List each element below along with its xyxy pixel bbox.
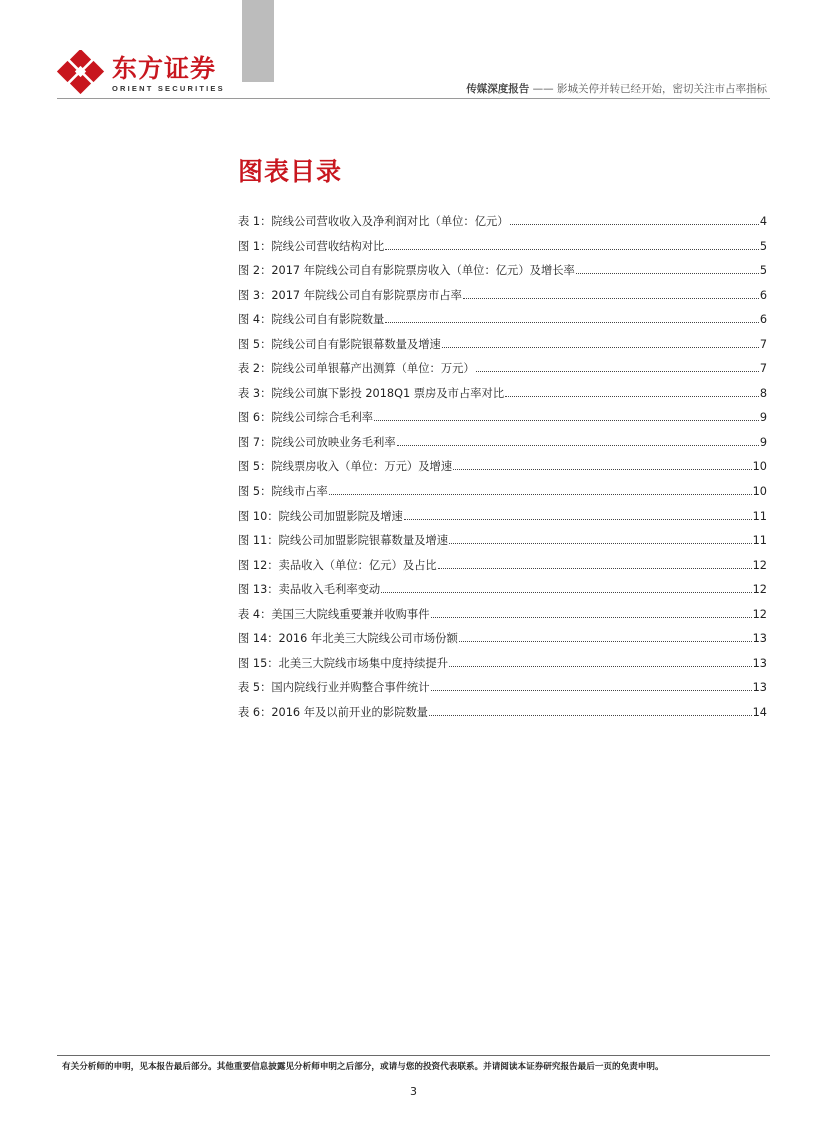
toc-entry[interactable] <box>238 310 767 335</box>
toc-entry-page: 5 <box>759 264 767 278</box>
toc-entry[interactable] <box>238 531 767 556</box>
toc-entry[interactable] <box>238 629 767 654</box>
toc-entry[interactable] <box>238 335 767 360</box>
toc-entry[interactable] <box>238 408 767 433</box>
toc-entry-label: 图 14：2016 年北美三大院线公司市场份额 <box>238 632 458 646</box>
toc-dot-leader <box>449 531 752 544</box>
toc-entry[interactable] <box>238 556 767 581</box>
toc-dot-leader <box>476 359 759 372</box>
toc-entry-label: 表 6：2016 年及以前开业的影院数量 <box>238 705 428 719</box>
page-number: 3 <box>410 1085 417 1098</box>
toc-entry[interactable] <box>238 654 767 679</box>
toc-dot-leader <box>429 703 752 716</box>
toc-entry-page: 13 <box>752 681 767 695</box>
header-divider <box>57 98 770 99</box>
toc-list <box>238 212 767 727</box>
toc-entry[interactable] <box>238 359 767 384</box>
toc-entry-label: 图 4：院线公司自有影院数量 <box>238 313 385 327</box>
report-header <box>466 83 767 96</box>
toc-entry-label: 图 5：院线公司自有影院银幕数量及增速 <box>238 337 441 351</box>
toc-dot-leader <box>329 482 752 495</box>
footer-divider <box>57 1055 770 1056</box>
toc-entry-label: 图 7：院线公司放映业务毛利率 <box>238 435 396 449</box>
toc-entry[interactable] <box>238 433 767 458</box>
toc-dot-leader <box>397 433 759 446</box>
toc-entry-page: 12 <box>752 607 767 621</box>
toc-entry-label: 图 11：院线公司加盟影院银幕数量及增速 <box>238 534 449 548</box>
toc-entry-label: 图 1：院线公司营收结构对比 <box>238 239 385 253</box>
toc-dot-leader <box>404 507 752 520</box>
toc-entry-page: 7 <box>759 362 767 376</box>
toc-entry-label: 图 15：北美三大院线市场集中度持续提升 <box>238 656 449 670</box>
toc-entry-page: 11 <box>752 534 767 548</box>
toc-entry[interactable] <box>238 384 767 409</box>
report-subtitle: 影城关停并转已经开始，密切关注市占率指标 <box>557 83 767 95</box>
toc-entry-page: 14 <box>752 705 767 719</box>
toc-entry-label: 表 2：院线公司单银幕产出测算（单位：万元） <box>238 362 475 376</box>
toc-entry[interactable] <box>238 580 767 605</box>
report-type: 传媒深度报告 <box>466 83 530 95</box>
toc-dot-leader <box>463 286 759 299</box>
toc-entry[interactable] <box>238 212 767 237</box>
toc-entry[interactable] <box>238 703 767 728</box>
toc-entry[interactable] <box>238 457 767 482</box>
company-logo-english-name: ORIENT SECURITIES <box>112 84 225 93</box>
orient-securities-logo-icon <box>56 50 106 94</box>
toc-dot-leader <box>431 678 752 691</box>
toc-entry[interactable] <box>238 678 767 703</box>
toc-dot-leader <box>374 408 759 421</box>
toc-dot-leader <box>385 237 758 250</box>
toc-entry[interactable] <box>238 286 767 311</box>
toc-entry-label: 图 10：院线公司加盟影院及增速 <box>238 509 403 523</box>
toc-entry-page: 10 <box>752 485 767 499</box>
toc-entry-page: 5 <box>759 239 767 253</box>
toc-entry-page: 7 <box>759 337 767 351</box>
toc-entry-label: 表 4：美国三大院线重要兼并收购事件 <box>238 607 430 621</box>
toc-entry[interactable] <box>238 507 767 532</box>
toc-dot-leader <box>442 335 759 348</box>
toc-entry-label: 图 6：院线公司综合毛利率 <box>238 411 374 425</box>
toc-entry-page: 6 <box>759 288 767 302</box>
toc-dot-leader <box>381 580 751 593</box>
toc-entry-page: 13 <box>752 656 767 670</box>
toc-dot-leader <box>459 629 752 642</box>
toc-dot-leader <box>431 605 752 618</box>
header-accent-bar <box>242 0 274 82</box>
footer-disclaimer: 有关分析师的申明，见本报告最后部分。其他重要信息披露见分析师申明之后部分，或请与您的投资代表联系。并请阅读本证券研究报告最后一页的免责申明。 <box>62 1062 664 1072</box>
toc-entry-page: 13 <box>752 632 767 646</box>
toc-dot-leader <box>510 212 759 225</box>
toc-entry-label: 图 13：卖品收入毛利率变动 <box>238 583 381 597</box>
toc-entry-page: 12 <box>752 558 767 572</box>
toc-entry-label: 表 3：院线公司旗下影投 2018Q1 票房及市占率对比 <box>238 386 505 400</box>
toc-entry-label: 图 2：2017 年院线公司自有影院票房收入（单位：亿元）及增长率 <box>238 264 575 278</box>
toc-entry-page: 9 <box>759 411 767 425</box>
toc-entry-label: 图 5：院线市占率 <box>238 485 328 499</box>
header-separator: —— <box>532 83 554 95</box>
toc-entry[interactable] <box>238 261 767 286</box>
toc-entry-page: 12 <box>752 583 767 597</box>
toc-dot-leader <box>576 261 759 274</box>
toc-entry[interactable] <box>238 482 767 507</box>
toc-entry-page: 6 <box>759 313 767 327</box>
toc-entry-page: 10 <box>752 460 767 474</box>
toc-dot-leader <box>438 556 752 569</box>
toc-title: 图表目录 <box>238 157 343 186</box>
toc-dot-leader <box>505 384 759 397</box>
toc-dot-leader <box>453 457 752 470</box>
toc-entry-label: 表 1：院线公司营收收入及净利润对比（单位：亿元） <box>238 215 509 228</box>
toc-entry-label: 图 5：院线票房收入（单位：万元）及增速 <box>238 460 453 474</box>
toc-entry-label: 图 3：2017 年院线公司自有影院票房市占率 <box>238 288 462 302</box>
toc-dot-leader <box>449 654 752 667</box>
toc-entry-label: 表 5：国内院线行业并购整合事件统计 <box>238 681 430 695</box>
toc-entry-page: 11 <box>752 509 767 523</box>
toc-entry-page: 9 <box>759 435 767 449</box>
company-logo-name: 东方证券 <box>112 54 217 83</box>
toc-entry-page: 8 <box>759 386 767 400</box>
toc-entry[interactable] <box>238 237 767 262</box>
toc-entry-page: 4 <box>759 215 767 228</box>
toc-dot-leader <box>385 310 758 323</box>
toc-entry[interactable] <box>238 605 767 630</box>
toc-entry-label: 图 12：卖品收入（单位：亿元）及占比 <box>238 558 437 572</box>
